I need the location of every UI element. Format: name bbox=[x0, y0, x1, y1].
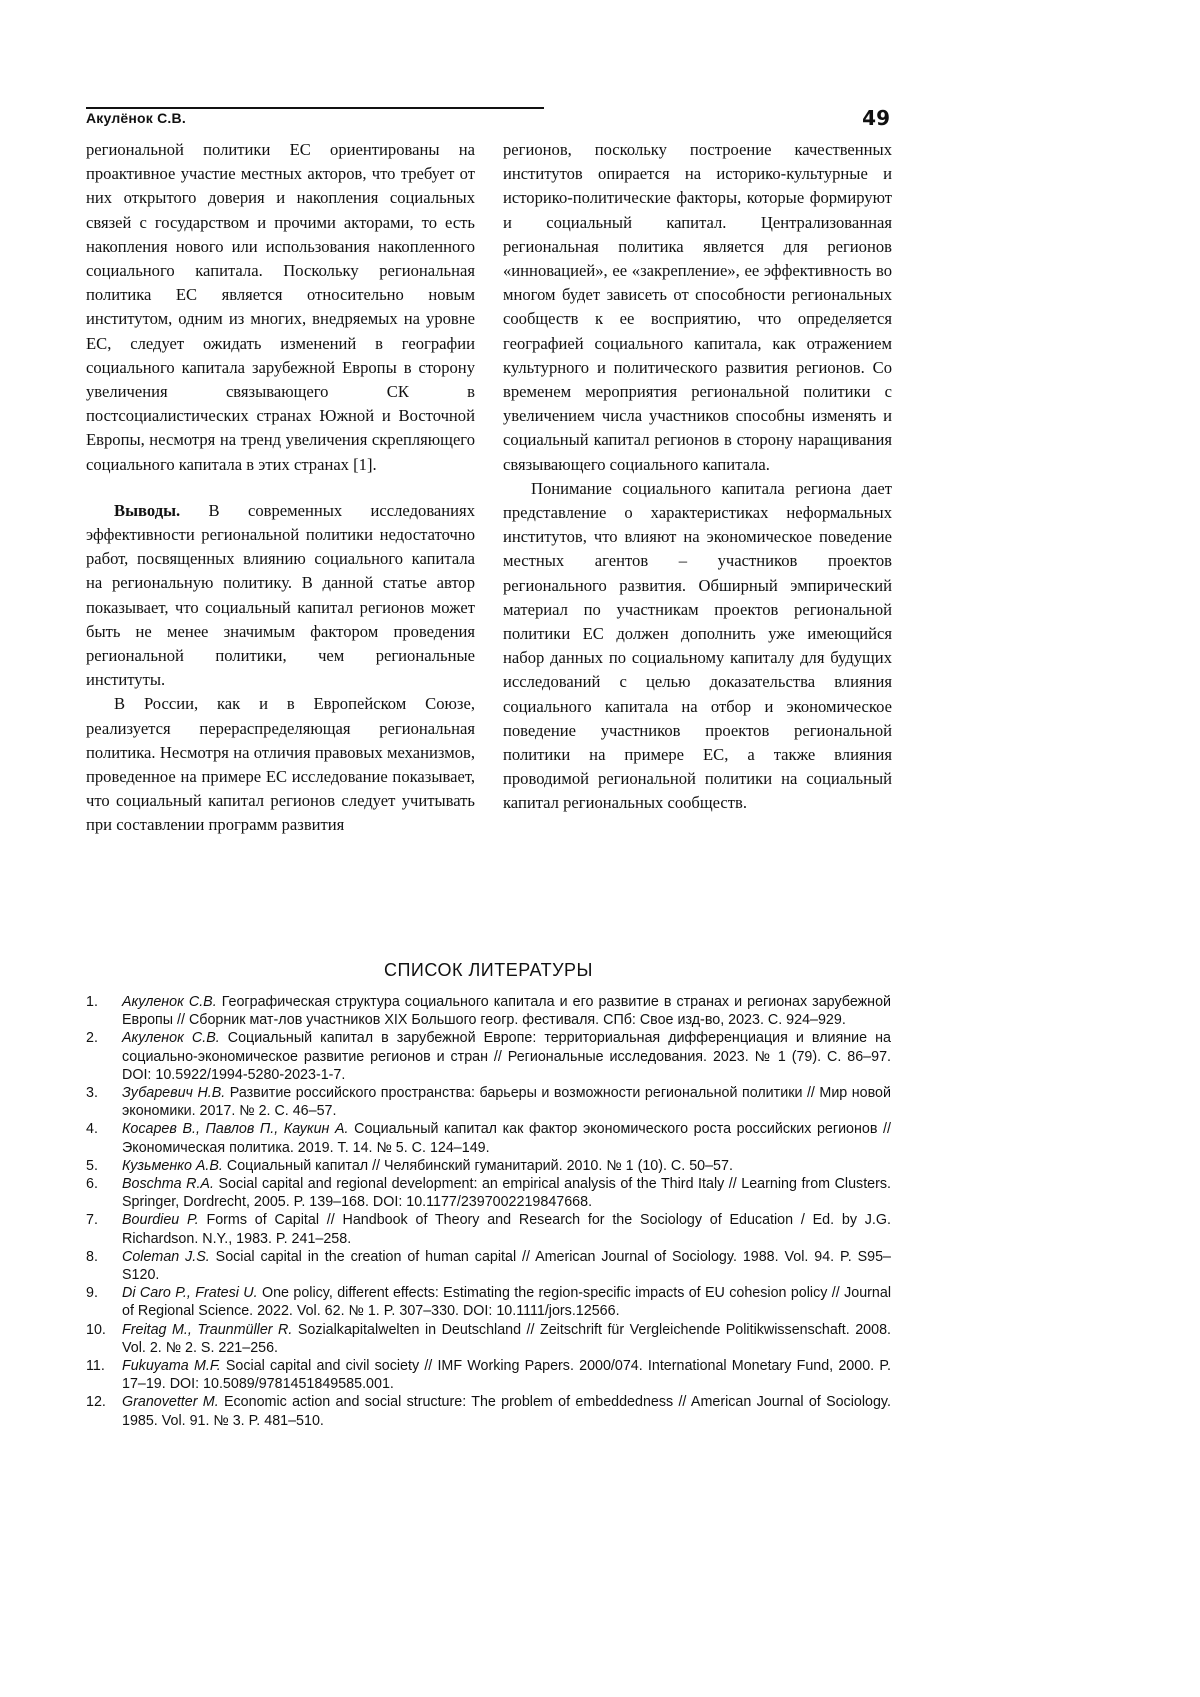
running-head: Акулёнок С.В. bbox=[86, 110, 186, 126]
reference-authors: Di Caro P., Fratesi U. bbox=[122, 1285, 258, 1302]
reference-body bbox=[122, 1084, 891, 1120]
reference-body bbox=[122, 1120, 891, 1156]
reference-number: 8. bbox=[86, 1248, 98, 1265]
reference-item bbox=[86, 1357, 891, 1393]
reference-text: Развитие российского пространства: барьеры и возможности региональной политики // Мир новой экономики. 2017. № 2. С. 46–57. bbox=[122, 1085, 891, 1120]
reference-text: Social capital in the creation of human capital // American Journal of Sociology. 1988. Vol. 94. P. S95–S120. bbox=[122, 1248, 891, 1284]
paragraph: региональной политики ЕС ориентированы на проактивное участие местных акторов, что требует от них открытого доверия и накопления социальных связей с государством и прочими акторами, то есть накопления нового или использования накопленного социального капитала. Поскольку региональная политика ЕС является относительно новым институтом, одним из многих, внедряемых на уровне ЕС, следует ожидать изменений в географии социального капитала зарубежной Европы в сторону увеличения связывающего СК в постсоциалистических странах Южной и Восточной Европы, несмотря на тренд увеличения скрепляющего социального капитала в этих странах [1]. bbox=[86, 140, 475, 474]
reference-item bbox=[86, 1029, 891, 1084]
reference-body bbox=[122, 1248, 891, 1284]
reference-authors: Fukuyama M.F. bbox=[122, 1358, 221, 1375]
reference-authors: Зубаревич Н.В. bbox=[122, 1085, 226, 1102]
header-rule bbox=[86, 107, 544, 109]
reference-authors: Косарев В., Павлов П., Каукин А. bbox=[122, 1121, 349, 1138]
reference-text: Sozialkapitalwelten in Deutschland // Zeitschrift für Vergleichende Politikwissenschaft. 2008. Vol. 2. № 2. S. 221–256. bbox=[122, 1321, 891, 1356]
reference-text: One policy, different effects: Estimating the region-specific impacts of EU cohesion policy // Journal of Regional Science. 2022. Vol. 62. № 1. P. 307–330. DOI: 10.1111/jors.12566. bbox=[122, 1285, 891, 1320]
reference-body bbox=[122, 1284, 891, 1320]
reference-body bbox=[122, 993, 891, 1029]
reference-body bbox=[122, 1357, 891, 1393]
reference-item bbox=[86, 1175, 891, 1211]
reference-item bbox=[86, 993, 891, 1029]
reference-number: 3. bbox=[86, 1085, 98, 1102]
reference-number: 7. bbox=[86, 1212, 98, 1229]
reference-authors: Кузьменко А.В. bbox=[122, 1157, 223, 1174]
reference-text: Географическая структура социального капитала и его развитие в странах и регионах зарубежной Европы // Сборник мат-лов участников XIX Большого геогр. фестиваля. СПб: Свое изд-во, 2023. С. 924–929. bbox=[122, 994, 892, 1029]
paragraph: Понимание социального капитала региона дает представление о характеристиках неформальных институтов, что влияют на экономическое поведение местных агентов – участников проектов регионального развития. Обширный эмпирический материал по участникам проектов региональной политики ЕС должен дополнить уже имеющийся набор данных по социальному капиталу для будущих исследований с целью доказательства влияния социального капитала на отбор и экономическое поведение участников проектов региональной политики на примере ЕС, а также влияния проводимой региональной политики на социальный капитал региональных сообществ. bbox=[503, 478, 892, 813]
reference-number: 10. bbox=[86, 1321, 106, 1338]
reference-authors: Bourdieu P. bbox=[122, 1212, 199, 1229]
reference-number: 6. bbox=[86, 1176, 98, 1193]
reference-number: 4. bbox=[86, 1121, 98, 1138]
reference-text: Forms of Capital // Handbook of Theory and Research for the Sociology of Education / Ed. by J.G. Richardson. N.Y., 1983. P. 241–258. bbox=[122, 1212, 891, 1247]
reference-number: 9. bbox=[86, 1285, 98, 1302]
conclusions-label: Выводы. bbox=[114, 500, 181, 520]
reference-body bbox=[122, 1175, 891, 1211]
right-column bbox=[503, 138, 892, 816]
reference-body bbox=[122, 1211, 891, 1247]
reference-text: Социальный капитал в зарубежной Европе: территориальная дифференциация и влияние на социально-экономическое развитие регионов и стран // Региональные исследования. 2023. № 1 (79). С. 86–97. DOI: 10.5922/1994-5280-2023-1-7. bbox=[122, 1030, 891, 1083]
reference-authors: Freitag M., Traunmüller R. bbox=[122, 1321, 293, 1338]
conclusions-paragraph bbox=[86, 499, 475, 693]
references-title: СПИСОК ЛИТЕРАТУРЫ bbox=[384, 960, 593, 980]
page-number: 49 bbox=[862, 106, 890, 130]
reference-text: Economic action and social structure: The problem of embeddedness // American Journal of Sociology. 1985. Vol. 91. № 3. P. 481–510. bbox=[122, 1394, 891, 1429]
reference-number: 11. bbox=[86, 1358, 105, 1375]
reference-item bbox=[86, 1248, 891, 1284]
reference-item bbox=[86, 1157, 891, 1175]
reference-authors: Boschma R.A. bbox=[122, 1176, 214, 1193]
reference-authors: Coleman J.S. bbox=[122, 1248, 210, 1265]
reference-authors: Granovetter M. bbox=[122, 1394, 219, 1411]
reference-item bbox=[86, 1084, 891, 1120]
reference-item bbox=[86, 1321, 891, 1357]
conclusions-text: В современных исследованиях эффективности региональной политики недостаточно работ, посвященных влиянию социального капитала на региональную политику. В данной статье автор показывает, что социальный капитал регионов может быть не менее значимым фактором проведения региональной политики, чем региональные институты. bbox=[86, 500, 475, 690]
reference-number: 1. bbox=[86, 994, 98, 1010]
reference-item bbox=[86, 1393, 891, 1429]
reference-number: 5. bbox=[86, 1157, 98, 1174]
paragraph: регионов, поскольку построение качественных институтов опирается на историко-культурные и историко-политические факторы, которые формируют и социальный капитал. Централизованная региональная политика является для регионов «инновацией», ее «закрепление», ее эффективность во многом будет зависеть от способности региональных сообществ к ее восприятию, что определяется географией социального капитала, как отражением культурного и политического развития регионов. Со временем мероприятия региональной политики с увеличением числа участников способны изменять и социальный капитал регионов в сторону наращивания связывающего социального капитала. bbox=[503, 140, 892, 474]
reference-body bbox=[122, 1157, 891, 1175]
reference-body bbox=[122, 1393, 891, 1429]
reference-item bbox=[86, 1284, 891, 1320]
reference-text: Социальный капитал // Челябинский гуманитарий. 2010. № 1 (10). С. 50–57. bbox=[222, 1157, 733, 1174]
reference-text: Social capital and regional development: an empirical analysis of the Third Italy // Learning from Clusters. Springer, Dordrecht, 2005. P. 139–168. DOI: 10.1177/2397002219847668. bbox=[122, 1176, 891, 1211]
reference-body bbox=[122, 1029, 891, 1084]
reference-item bbox=[86, 1211, 891, 1247]
reference-number: 12. bbox=[86, 1394, 106, 1411]
reference-authors: Акуленок С.В. bbox=[122, 1030, 220, 1047]
reference-item bbox=[86, 1120, 891, 1156]
reference-authors: Акуленок С.В. bbox=[122, 994, 217, 1010]
paragraph: В России, как и в Европейском Союзе, реализуется перераспределяющая региональная политика. Несмотря на отличия правовых механизмов, проведенное на примере ЕС исследование показывает, что социальный капитал регионов следует учитывать при составлении программ развития bbox=[86, 694, 475, 835]
reference-text: Social capital and civil society // IMF Working Papers. 2000/074. International Monetary Fund, 2000. P. 17–19. DOI: 10.5089/9781451849585.001. bbox=[122, 1358, 891, 1393]
references-list bbox=[86, 993, 891, 1430]
reference-text: Социальный капитал как фактор экономического роста российских регионов // Экономическая политика. 2019. Т. 14. № 5. С. 124–149. bbox=[122, 1121, 891, 1156]
left-column bbox=[86, 138, 475, 838]
reference-number: 2. bbox=[86, 1030, 98, 1047]
reference-body bbox=[122, 1321, 891, 1357]
